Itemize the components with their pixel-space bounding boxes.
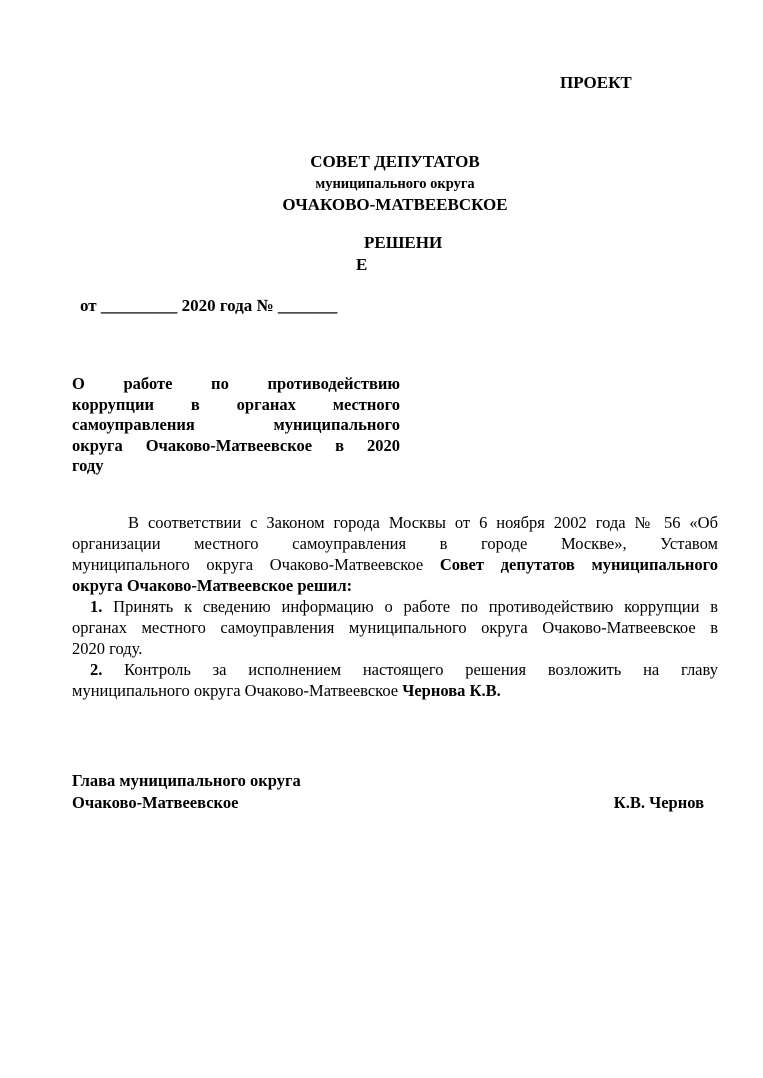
item-2-line (72, 680, 718, 701)
intro-text: муниципального округа Очаково-Матвеевское (72, 555, 440, 574)
signature-district: Очаково-Матвеевское (72, 793, 239, 812)
intro-line: В соответствии с Законом города Москвы от 6 ноября 2002 года № 56 «Об (128, 513, 718, 532)
head-name: Чернова К.В. (402, 681, 501, 700)
item-1-line: органах местного самоуправления муниципального округа Очаково-Матвеевское в (72, 618, 718, 637)
date-number-line: от _________ 2020 года № _______ (80, 296, 338, 315)
subject-line: году (72, 456, 104, 476)
subject-line: округа Очаково-Матвеевское в 2020 (72, 435, 400, 455)
subject-line: О работе по противодействию (72, 374, 400, 393)
subject-line: коррупции в органах местного (72, 394, 400, 414)
intro-line (72, 554, 718, 575)
subject-line: самоуправления муниципального (72, 415, 400, 435)
draft-stamp: ПРОЕКТ (560, 73, 632, 92)
signature-row (72, 792, 704, 814)
council-decides-text: Совет депутатов муниципального (439, 555, 719, 574)
doc-type-part1: РЕШЕНИ (364, 233, 443, 252)
signature-name: К.В. Чернов (613, 793, 704, 812)
district-name: ОЧАКОВО-МАТВЕЕВСКОЕ (282, 195, 508, 214)
item-2-text: Контроль за исполнением настоящего решения возложить на главу (102, 660, 718, 679)
item-1-number: 1. (90, 597, 103, 616)
council-title: СОВЕТ ДЕПУТАТОВ (310, 152, 480, 171)
item-2-line (72, 659, 718, 680)
doc-type-part2: Е (356, 255, 368, 274)
item-1-text: Принять к сведению информацию о работе по противодействию коррупции в (102, 597, 718, 616)
council-decides-text: округа Очаково-Матвеевское решил: (72, 576, 353, 595)
item-2-text: муниципального округа Очаково-Матвеевское (72, 681, 403, 700)
decision-subject (72, 374, 400, 477)
district-type: муниципального округа (315, 176, 475, 192)
item-1-line (72, 596, 718, 617)
signature-title: Глава муниципального округа (72, 771, 301, 790)
intro-line: организации местного самоуправления в городе Москве», Уставом (72, 534, 718, 553)
intro-line (72, 575, 718, 596)
item-2-number: 2. (90, 660, 103, 679)
decision-body (72, 512, 718, 701)
signature-block (72, 770, 704, 814)
item-1-line: 2020 году. (72, 639, 143, 658)
